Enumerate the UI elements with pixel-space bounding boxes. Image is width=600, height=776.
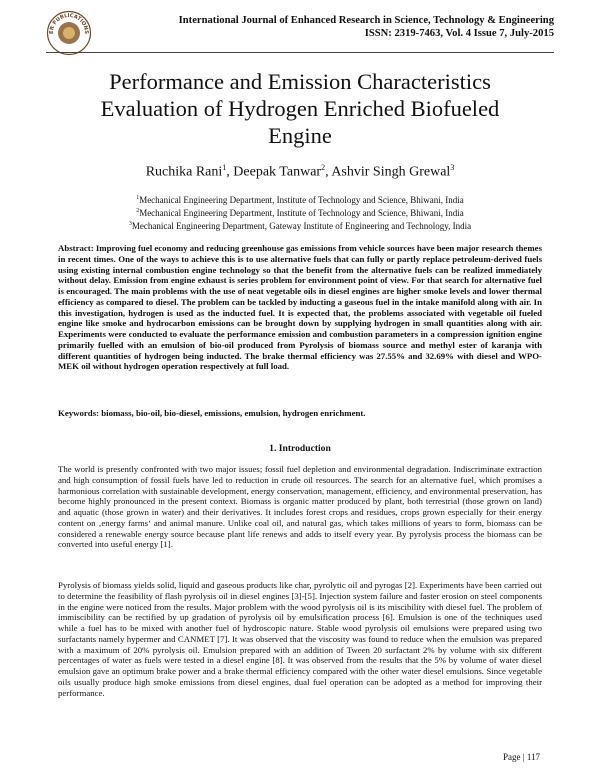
header-divider <box>46 52 554 53</box>
author-affil-mark: 3 <box>450 163 455 172</box>
journal-name: International Journal of Enhanced Research in Science, Technology & Engineering <box>178 15 554 26</box>
svg-text:ER PUBLICATIONS: ER PUBLICATIONS <box>48 12 90 35</box>
title-line: Evaluation of Hydrogen Enriched Biofueled <box>100 96 500 121</box>
keywords: Keywords: biomass, bio-oil, bio-diesel, emissions, emulsion, hydrogen enrichment. <box>58 408 366 418</box>
author-name: Ruchika Rani <box>145 164 223 180</box>
journal-issn: ISSN: 2319-7463, Vol. 4 Issue 7, July-2015 <box>364 28 554 39</box>
author-affil-mark: 2 <box>321 163 326 172</box>
affiliation-list <box>60 193 540 232</box>
body-paragraph: Pyrolysis of biomass yields solid, liquid and gaseous products like char, pyrolytic oil and pyrogas [2]. Experiments have been carried out to determine the feasibility of flash pyrolysis oil in diesel engines [3]-[5]. Injection system failure and faster erosion on steel components in the engine were noticed from the results. Major problem with the wood pyrolysis oil is its miscibility with diesel fuel. The problem of immiscibility can be rectified by up gradation of pyrolysis oil by emulsification process [6]. Emulsion is one of the techniques used while a fuel has to be mixed with another fuel of hydroscopic nature. Stable wood pyrolysis oil emulsions were prepared using two surfactants namely hypermer and CANMET [7]. It was observed that the viscosity was found to reduce when the emulsion was prepared with a maximum of 20% pyrolysis oil. Emulsion prepared with an addition of Tween 20 surfactant 2% by volume with six different percentages of water as fuels were tested in a diesel engine [8]. It was observed from the results that the 5% by volume of water diesel emulsion gave an optimum brake power and a brake thermal efficiency compared with the other water diesel emulsions. Since vegetable oils usually produce high smoke emissions from diesel engines, dual fuel operation can be adopted as a method for improving their performance. <box>58 580 542 698</box>
page-number: Page | 117 <box>503 752 540 762</box>
affiliation: $^3$Mechanical Engineering Department, Gateway Institute of Engineering and Technology, India <box>128 221 472 231</box>
journal-header <box>179 14 554 40</box>
author-list: Ruchika Rani$^1$, Deepak Tanwar$^2$, Ashvir Singh Grewal$^3$ <box>145 163 455 180</box>
title-line: Performance and Emission Characteristics <box>109 69 491 94</box>
section-heading-introduction: 1. Introduction <box>269 443 331 454</box>
affiliation: $^2$Mechanical Engineering Department, Institute of Technology and Science, Bhiwani, India <box>136 208 464 218</box>
author-name: Deepak Tanwar <box>233 164 322 180</box>
affiliation: $^1$Mechanical Engineering Department, Institute of Technology and Science, Bhiwani, India <box>136 195 464 205</box>
abstract: Abstract: Improving fuel economy and reducing greenhouse gas emissions from vehicle sources have been major research themes in recent times. One of the ways to achieve this is to use alternative fuels that can fully or partly replace petroleum-derived fuels using existing internal combustion engine technology so that the benefit from the alternative fuels can be realized immediately without delay. Emission from engine exhaust is series problem for environment point of view. For that search for alternative fuel is encouraged. The main problems with the use of neat vegetable oils in diesel engines are higher smoke levels and lower thermal efficiency as compared to diesel. The problem can be tackled by inducting a gaseous fuel in the intake manifold along with air. In this investigation, hydrogen is used as the inducted fuel. It is expected that, the problems associated with vegetable oil fueled engine like smoke and hydrocarbon emissions can be brought down by supplying hydrogen in small quantities along with air. Experiments were conducted to evaluate the performance emission and combustion parameters in a compression ignition engine primarily fuelled with an emulsion of bio-oil produced from Pyrolysis of biomass source and methyl ester of karanja with different quantities of hydrogen being inducted. The brake thermal efficiency was 27.55% and 32.69% with diesel and WPO-MEK oil without hydrogen operation respectively at full load. <box>58 243 542 372</box>
title-line: Engine <box>268 123 332 148</box>
author-affil-mark: 1 <box>222 163 227 172</box>
paper-title <box>60 68 540 149</box>
author-name: Ashvir Singh Grewal <box>331 164 451 180</box>
body-paragraph: The world is presently confronted with two major issues; fossil fuel depletion and environmental degradation. Indiscriminate extraction and high consumption of fossil fuels have led to reduction in crude oil resources. The search for an alternative fuel, which promises a harmonious correlation with sustainable development, energy conservation, management, efficiency, and environmental preservation, has become highly pronounced in the present context. Biomass is organic matter produced by plant, both terrestrial (those grown on land) and aquatic (those grown in water) and their derivatives. It includes forest crops and residues, crops grown especially for their energy content on ‚energy farms‘ and animal manure. Unlike coal oil, and natural gas, which takes millions of years to form, biomass can be considered a renewable energy source because plant life renews and adds to itself every year. By pyrolysis process the biomass can be converted into useful energy [1]. <box>58 464 542 550</box>
journal-logo-icon <box>46 10 92 56</box>
